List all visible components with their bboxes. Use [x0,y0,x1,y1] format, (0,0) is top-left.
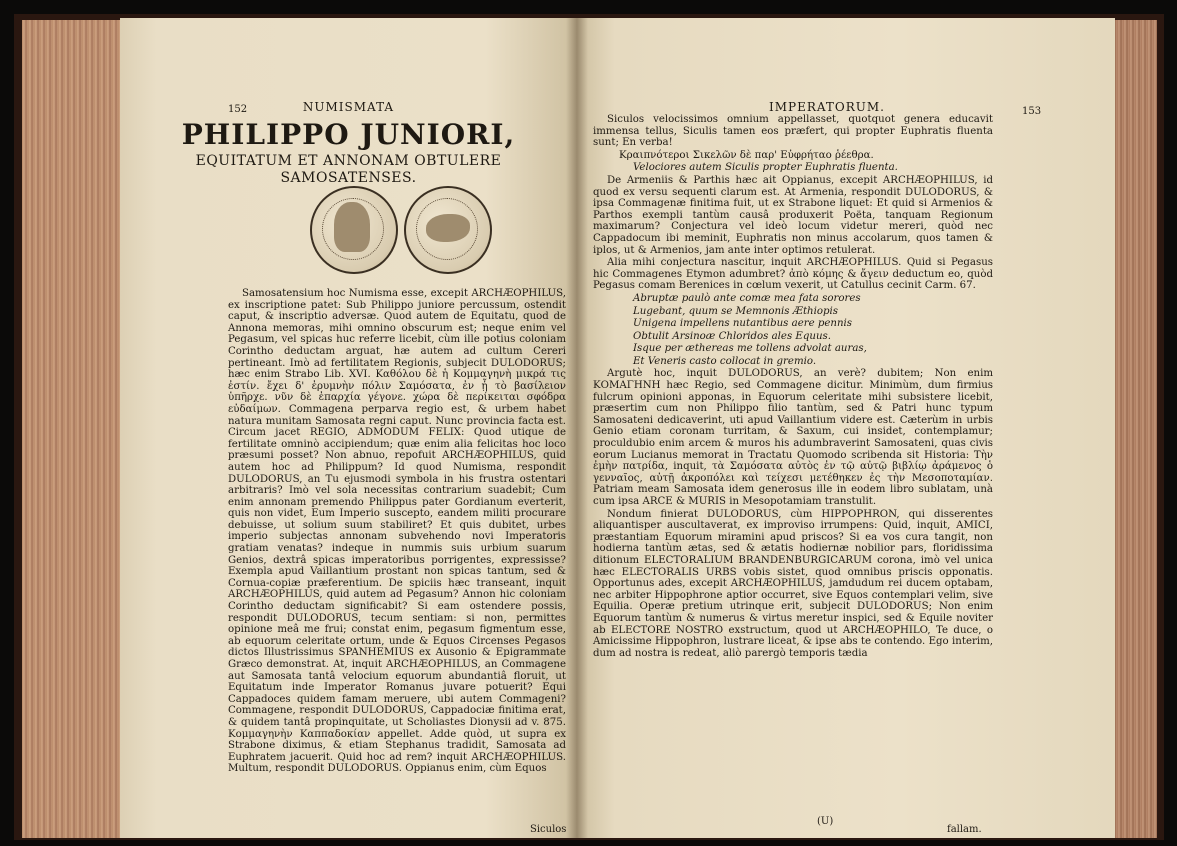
paragraph: Nondum finierat DULODORUS, cùm HIPPOPHRON, qui disserentes aliquantisper auscultaverat, ex improviso irrumpens: Quid, inquit, AMICI, præstantiam Equorum miramini apud priscos? Si ea vos cura tangit, non hodierna tantùm ætas, sed & ætatis hodiernæ nobilior pars, floridissima ditionum ELECTORALIUM BRANDENBURGICARUM corona, imò vel unica hæc ELECTORALIS URBS vobis sistet, quod omnibus priscis opponatis. Opportunus ades, excepit ARCHÆOPHILUS, jamdudum rei ducem optabam, nec arbiter Hippophrone aptior occurret, sive Equos contemplari velim, sive Equilia. Operæ pretium utrinque erit, subjecit DULODORUS; Non enim Equorum tantùm & numerus & virtus meretur inspici, sed & Equile noviter ab ELECTORE NOSTRO exstructum, quod ut ARCHÆOPHILO, Te duce, o Amicissime Hippophron, lustrare liceat, & ipse abs te contendo. Ego interim, dum ad nostra is redeat, aliò parergò temporis tædia [593,508,993,659]
paragraph: De Armeniis & Parthis hæc ait Oppianus, excepit ARCHÆOPHILUS, id quod ex versu sequenti clarum est. At Armenia, respondit DULODORUS, & ipsa Commagenæ finitima fuit, ut ex Strabone liquet: Et quid si Armenios & Parthos exempli tantùm causâ produxerit Poëta, tanquam Regionum maximarum? Conjectura vel ideò locum videtur mereri, quòd nec Cappadocum ibi meminit, Euphratis non minus accolarum, quos tamen & iplos, ut & Armenios, jam ante inter optimos retulerat. [593,174,993,256]
paragraph: Argutè hoc, inquit DULODORUS, an verè? dubitem; Non enim ΚΟΜΑΓΗΝΗ hæc Regio, sed Commagene dicitur. Minimùm, dum firmius fulcrum opinioni apponas, in Equorum celeritate mihi subsistere licebit, præsertim cum non Philippo filio tantùm, sed & Patri hunc typum Samosateni dedicaverint, uti apud Vaillantium videre est. Cæterùm in urbis Genio etiam coronam turritam, & Saxum, cui insidet, contemplamur; proculdubio enim arcem & muros his adumbraverint Samosateni, quas civis eorum Lucianus memorat in Tractatu Quomodo scribenda sit Historia: Τὴν ἐμὴν πατρίδα, inquit, τὰ Σαμόσατα αὐτὸς ἐν τῷ αὐτῷ βιβλίῳ ἀράμενος ὁ γενναῖος, αὐτῇ ἀκροπόλει καὶ τείχεσι μετέθηκεν ἐς τὴν Μεσοποταμίαν. Patriam meam Samosata idem generosus ille in eodem libro sublatam, unà cum ipsa ARCE & MURIS in Mesopotamiam transtulit. [593,368,993,507]
paragraph: Samosatensium hoc Numisma esse, excepit ARCHÆOPHILUS, ex inscriptione patet: Sub Philippo juniore percussum, ostendit caput, & inscriptio adversæ. Quod autem de Equitatu, quod de Annona memoras, mihi omnino obscurum est; neque enim vel Pegasum, vel spicas huc referre licebit, cùm ille potius coloniam Corintho deductam arguat, hæ autem ad cultum Cereri pertineant. Imò ad fertilitatem Regionis, subjecit DULODORUS; hæc enim Strabo Lib. XVI. Καθόλου δὲ ἡ Κομμαγηνὴ μικρά τις ἐστίν. ἔχει δ' ἐρυμνὴν πόλιν Σαμόσατα, ἐν ᾗ τὸ βασίλειον ὑπῆρχε. νῦν δὲ ἐπαρχία γέγονε. χώρα δὲ περίκειται σφόδρα εὐδαίμων. Commagena perparva regio est, & urbem habet natura munitam Samosata regni caput. Nunc provincia facta est. Circum jacet REGIO, ADMODUM FELIX: Quod utique de fertilitate omninò accipiendum; quæ enim alia felicitas hoc loco præsumi posset? Non abnuo, repofuit ARCHÆOPHILUS, quid autem hoc ad Philippum? Id quod Numisma, respondit DULODORUS, an Tu ejusmodi symbola in his frustra ostentari arbitraris? Imò vel sola necessitas contrarium suadebit; Cum enim annonam premendo Philippus pater Gordianum everterit, quis non videt, Eum Imperio suscepto, eandem militi procurare debuisse, ut solium suum stabiliret? Et quis dubitet, urbes imperio subjectas annonam subvehendo novi Imperatoris gratiam venatas? indeque in nummis suis urbium suarum Genios, dextrâ spicas imperatoribus porrigentes, expressisse? Exempla apud Vaillantium prostant non spicas tantum, sed & Cornua-copiæ præferentium. De spiciis hæc transeant, inquit ARCHÆOPHILUS, quid autem ad Pegasum? Annon hic coloniam Corintho deductam significabit? Si eam ostendere possis, respondit DULODORUS, tecum sentiam: si non, permittes opinione meâ me frui; constat enim, pegasum figmentum esse, ab equorum celeritate ortum, unde & Equos Circenses Pegasos dictos Illustrissimus SPANHEMIUS ex Ausonio & Epigrammate Græco demonstrat. At, inquit ARCHÆOPHILUS, an Commagene aut Samosata tantâ velocium equorum abundantiâ floruit, ut Equitatum inde Imperator Romanus juvare potuerit? Equi Cappadoces quidem famam meruere, ubi autem Commageni? Commagene, respondit DULODORUS, Cappadociæ finitima erat, & quidem tantâ propinquitate, ut Scholiastes Dionysii ad v. 875. Κομμαγηνὴν Καππαδοκίαν appellet. Adde quòd, ut supra ex Strabone diximus, & etiam Stephanus tradidit, Samosata ad Euphratem jacuerit. Quid hoc ad rem? inquit ARCHÆOPHILUS. Multum, respondit DULODORUS. Oppianus enim, cùm Equos [228,288,566,775]
verse-line: Unigena impellens nutantibus aere pennis [633,318,853,330]
bust-icon [334,202,370,252]
page-number-left: 152 [228,104,248,115]
right-body-text [593,114,993,824]
verse-line: Obtulit Arsinoæ Chloridos ales Equus. [633,330,831,342]
left-page [120,18,577,838]
verse-line: Lugebant, quum se Memnonis Æthiopis [633,305,838,317]
subtitle-line-1: EQUITATUM ET ANNONAM OBTULERE [195,153,502,169]
greek-translation: Velociores autem Siculis propter Euphratis fluenta. [633,162,898,174]
catchword-left: Siculos [530,824,567,835]
verse-line: Isque per æthereas me tollens advolat auras, [633,343,867,355]
left-body-text [228,288,566,828]
page-number-right: 153 [1022,106,1042,117]
coin-obverse [310,186,398,274]
page-title: PHILIPPO JUNIORI, [181,118,516,151]
seated-figure-icon [426,214,470,242]
verse-line: Abruptæ paulò ante comæ mea fata sorores [633,292,861,304]
gutter-shadow [566,18,588,838]
coin-illustration [310,186,490,278]
running-head-right: IMPERATORUM. [769,100,885,114]
coin-reverse [404,186,492,274]
paragraph: Siculos velocissimos omnium appellasset, quotquot genera educavit immensa tellus, Siculis tamen eos præfert, qui propter Euphratis fluenta sunt; En verba! [593,114,993,149]
catchword-right: fallam. [947,824,982,835]
signature-mark: (U) [817,816,834,827]
right-page [577,18,1115,838]
subtitle-line-2: SAMOSATENSES. [280,170,417,186]
running-head-left: NUMISMATA [302,100,395,114]
verse-line: Et Veneris casto collocat in gremio. [633,355,817,367]
paragraph: Alia mihi conjectura nascitur, inquit ARCHÆOPHILUS. Quid si Pegasus hic Commagenes Etymon adumbret? ἀπὸ κόμης & ἄγειν deductum eo, quòd Pegasus comam Berenices in cœlum vexerit, ut Catullus cecinit Carm. 67. [593,257,993,292]
greek-quote: Κραιπνότεροι Σικελῶν δὲ παρ' Εὐφρήταο ῥέεθρα. [619,149,874,161]
